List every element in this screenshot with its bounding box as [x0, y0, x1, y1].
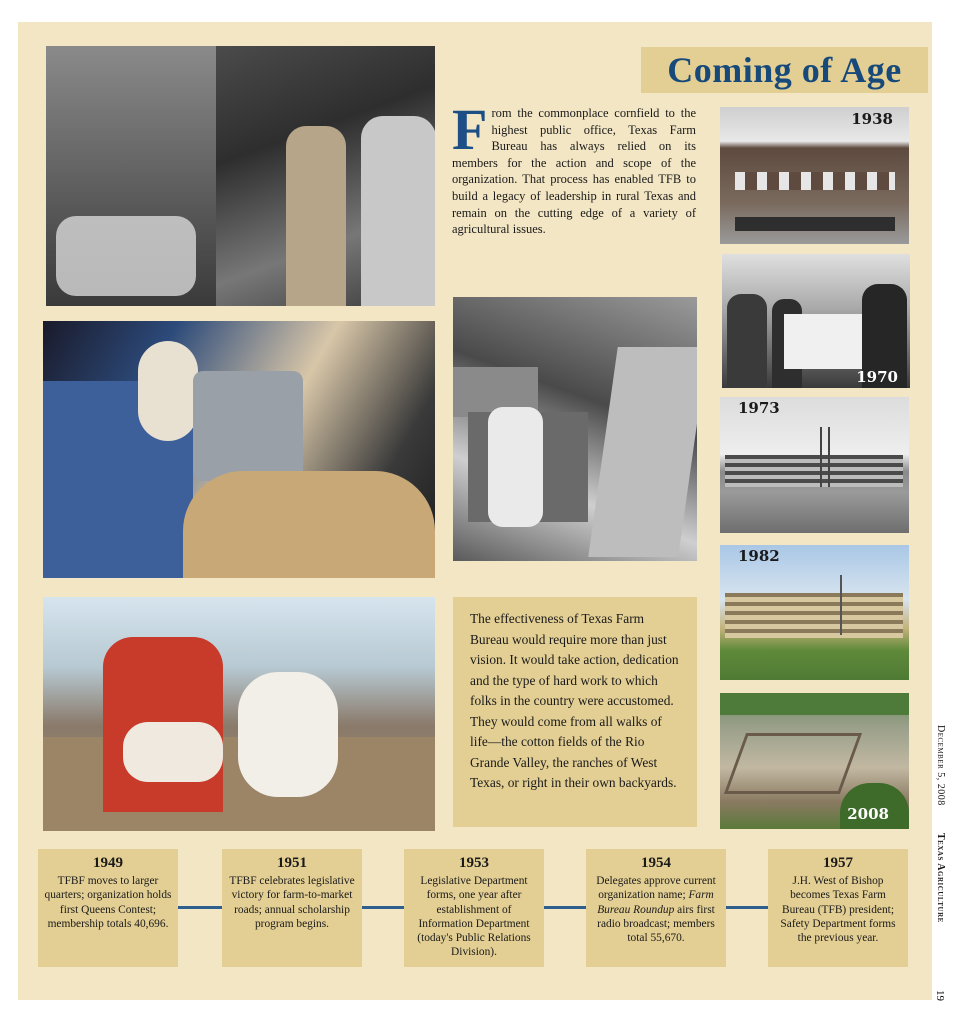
issue-date: December 5, 2008 — [935, 725, 946, 806]
timeline-item-1951 — [222, 849, 362, 967]
photo-2008-construction — [720, 693, 909, 829]
photo-cotton-gin-workers — [46, 46, 435, 306]
timeline-text: TFBF celebrates legislative victory for farm-to-market roads; annual scholarship program begins. — [229, 875, 355, 930]
timeline-connector — [178, 906, 222, 909]
year-label-1973: 1973 — [738, 399, 780, 417]
timeline-connector — [362, 906, 404, 909]
publication-name: Texas Agriculture — [935, 833, 946, 923]
timeline-year: 1954 — [641, 855, 671, 871]
page-title: Coming of Age — [667, 50, 902, 90]
intro-text: rom the commonplace cornfield to the highest public office, Texas Farm Bureau has always relied on its members for the action and scope of the organization. That process has enabled TFB to build a legacy of leadership in rural Texas and remain on the cutting edge of a variety of agricultural issues. — [452, 106, 696, 237]
year-label-2008: 2008 — [847, 805, 889, 823]
timeline-year: 1949 — [93, 855, 123, 871]
timeline-item-1953 — [404, 849, 544, 967]
quote-text: The effectiveness of Texas Farm Bureau would require more than just vision. It would take action, dedication and the type of hard work to which folks in the country were accustomed. They would come from all walks of life—the cotton fields of the Rio Grande Valley, the ranches of West Texas, or right in their own backyards. — [470, 611, 679, 790]
timeline-text-part: airs first radio broadcast; members total 55,670. — [597, 903, 715, 945]
timeline-connector — [544, 906, 586, 909]
year-label-1982: 1982 — [738, 547, 780, 565]
photo-1973-building — [720, 397, 909, 533]
intro-paragraph — [452, 97, 696, 238]
photo-1938-building — [720, 107, 909, 244]
timeline-text: Legislative Department forms, one year after establishment of Information Department (today's Public Relations Division). — [417, 875, 531, 959]
timeline-item-1954 — [586, 849, 726, 967]
timeline-year: 1951 — [277, 855, 307, 871]
timeline-text-part: Delegates approve current organization name; — [596, 875, 716, 902]
photo-1970-group — [722, 254, 910, 388]
photo-produce-grading — [453, 297, 697, 561]
year-label-1938: 1938 — [851, 110, 893, 128]
title-banner — [641, 47, 928, 93]
timeline-item-1949 — [38, 849, 178, 967]
timeline-text: J.H. West of Bishop becomes Texas Farm Bureau (TFB) president; Safety Department forms the previous year. — [780, 875, 896, 945]
photo-rancher-goat-dog — [43, 597, 435, 831]
timeline-year: 1957 — [823, 855, 853, 871]
page-number: 19 — [934, 990, 946, 1001]
timeline-text: TFBF moves to larger quarters; organization holds first Queens Contest; membership totals 40,696. — [44, 875, 172, 930]
timeline-connector — [726, 906, 768, 909]
photo-1982-building — [720, 545, 909, 680]
timeline-item-1957 — [768, 849, 908, 967]
drop-cap: F — [452, 97, 488, 162]
year-label-1970: 1970 — [856, 368, 898, 386]
timeline-text — [592, 874, 720, 945]
timeline-text-italic: Farm Bureau Roundup — [597, 889, 714, 916]
photo-milk-demonstration — [43, 321, 435, 578]
timeline-year: 1953 — [459, 855, 489, 871]
quote-box — [453, 597, 697, 827]
